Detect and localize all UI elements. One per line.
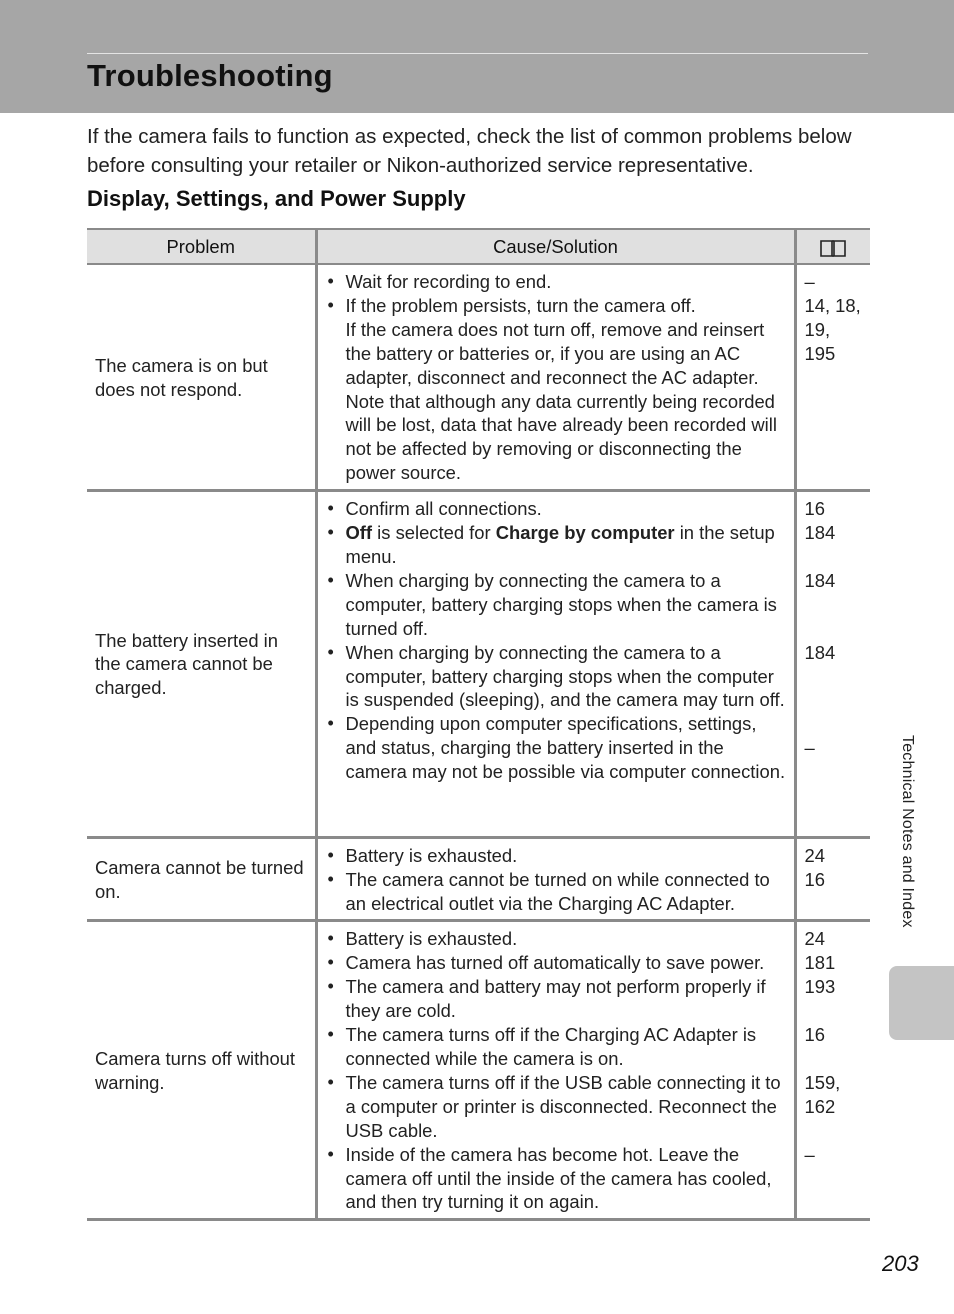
problem-cell: Camera cannot be turned on.: [87, 837, 316, 921]
page-reference: 24: [804, 928, 825, 950]
header-rule: [87, 53, 868, 54]
page-reference: –: [804, 737, 815, 759]
page-reference: 181: [804, 952, 836, 974]
cause-text: When charging by connecting the camera to a computer, battery charging stops when the computer is suspended (sleeping), and the camera may turn off.: [345, 641, 785, 711]
reference-pages-cell: [795, 264, 870, 491]
cause-list: [326, 270, 788, 485]
table-row: [87, 264, 870, 491]
page-reference: 24: [804, 844, 825, 866]
cause-list: [326, 844, 788, 916]
cause-text: The camera cannot be turned on while connected to an electrical outlet via the Charging AC Adapter.: [345, 868, 770, 914]
header-reference: [795, 229, 870, 264]
page-number: 203: [882, 1251, 919, 1276]
cause-item: [346, 569, 788, 641]
header-band: [0, 0, 954, 113]
cause-text: Battery is exhausted.: [345, 928, 518, 950]
page-reference: 16: [804, 498, 825, 520]
cause-item: [346, 1071, 788, 1143]
cause-item: [346, 521, 788, 569]
problem-cell: The battery inserted in the camera cannot be charged.: [87, 491, 316, 838]
cause-item: [346, 975, 788, 1023]
troubleshooting-table: [87, 228, 870, 1221]
reference-pages-cell: [795, 921, 870, 1220]
cause-item: [346, 1023, 788, 1071]
page-reference: 16: [804, 1024, 825, 1046]
problem-cell: The camera is on but does not respond.: [87, 264, 316, 491]
table-row: [87, 921, 870, 1220]
cause-item: [346, 844, 788, 868]
cause-item: [346, 868, 788, 916]
cause-item: [346, 294, 788, 485]
table-row: [87, 837, 870, 921]
section-title: Display, Settings, and Power Supply: [87, 186, 466, 211]
setting-value: Off: [345, 522, 373, 544]
cause-text: If the problem persists, turn the camera off.: [345, 294, 696, 316]
table-row: [87, 491, 870, 838]
cause-text: The camera and battery may not perform properly if they are cold.: [345, 976, 766, 1022]
cause-item: [346, 951, 788, 975]
table-header-row: [87, 229, 870, 264]
cause-note: If the camera does not turn off, remove and reinsert the battery or batteries or, if you are using an AC adapter, disconnect and reconnect the AC adapter. Note that although any data currently being recorded will be lost, data that have already been recorded will not be affected by removing or disconnecting the power source.: [345, 318, 777, 484]
problem-cell: Camera turns off without warning.: [87, 921, 316, 1220]
page-reference: 184: [804, 569, 836, 591]
cause-item: [346, 927, 788, 951]
page-reference: 184: [804, 641, 836, 663]
cause-text: is selected for: [372, 522, 496, 544]
cause-solution-cell: [316, 264, 795, 491]
cause-text: in the setup menu.: [345, 522, 775, 567]
side-tab-label: Technical Notes and Index: [899, 735, 916, 928]
menu-option-name: Charge by computer: [495, 522, 675, 544]
reference-pages-cell: [795, 491, 870, 838]
cause-text: When charging by connecting the camera to a computer, battery charging stops when the camera is turned off.: [345, 569, 777, 639]
cause-text: Confirm all connections.: [345, 498, 542, 520]
header-cause-solution: Cause/Solution: [316, 229, 795, 264]
cause-text: Wait for recording to end.: [345, 271, 552, 292]
page-reference: 14, 18, 19, 195: [804, 294, 861, 364]
cause-item: [346, 497, 788, 521]
cause-text: Camera has turned off automatically to save power.: [345, 952, 765, 974]
cause-solution-cell: [316, 921, 795, 1220]
cause-solution-cell: [316, 837, 795, 921]
side-tab: [889, 966, 954, 1040]
cause-text: The camera turns off if the Charging AC Adapter is connected while the camera is on.: [345, 1024, 757, 1069]
cause-item: [346, 1143, 788, 1215]
header-problem: Problem: [87, 229, 316, 264]
page-reference: 159, 162: [804, 1071, 841, 1117]
reference-pages-cell: [795, 837, 870, 921]
book-icon: [819, 238, 847, 258]
page-reference: 193: [804, 976, 836, 998]
cause-text: The camera turns off if the USB cable connecting it to a computer or printer is disconnected. Reconnect the USB cable.: [345, 1071, 781, 1141]
cause-item: [346, 641, 788, 713]
page-reference: 16: [804, 868, 825, 890]
cause-text: Battery is exhausted.: [345, 844, 518, 866]
cause-list: [326, 497, 788, 784]
cause-item: [346, 270, 788, 294]
cause-item: [346, 712, 788, 784]
page-reference: –: [804, 271, 815, 292]
intro-paragraph: If the camera fails to function as expected, check the list of common problems below before consulting your retailer or Nikon-authorized service representative.: [87, 125, 852, 177]
cause-list: [326, 927, 788, 1214]
cause-text: Depending upon computer specifications, settings, and status, charging the battery inserted in the camera may not be possible via computer connection.: [345, 713, 786, 783]
page-reference: –: [804, 1143, 815, 1165]
page-reference: 184: [804, 522, 836, 544]
page-title: Troubleshooting: [87, 58, 333, 93]
cause-text: Inside of the camera has become hot. Leave the camera off until the inside of the camera has cooled, and then try turning it on again.: [345, 1143, 772, 1213]
table-body: [87, 264, 870, 1220]
cause-solution-cell: [316, 491, 795, 838]
